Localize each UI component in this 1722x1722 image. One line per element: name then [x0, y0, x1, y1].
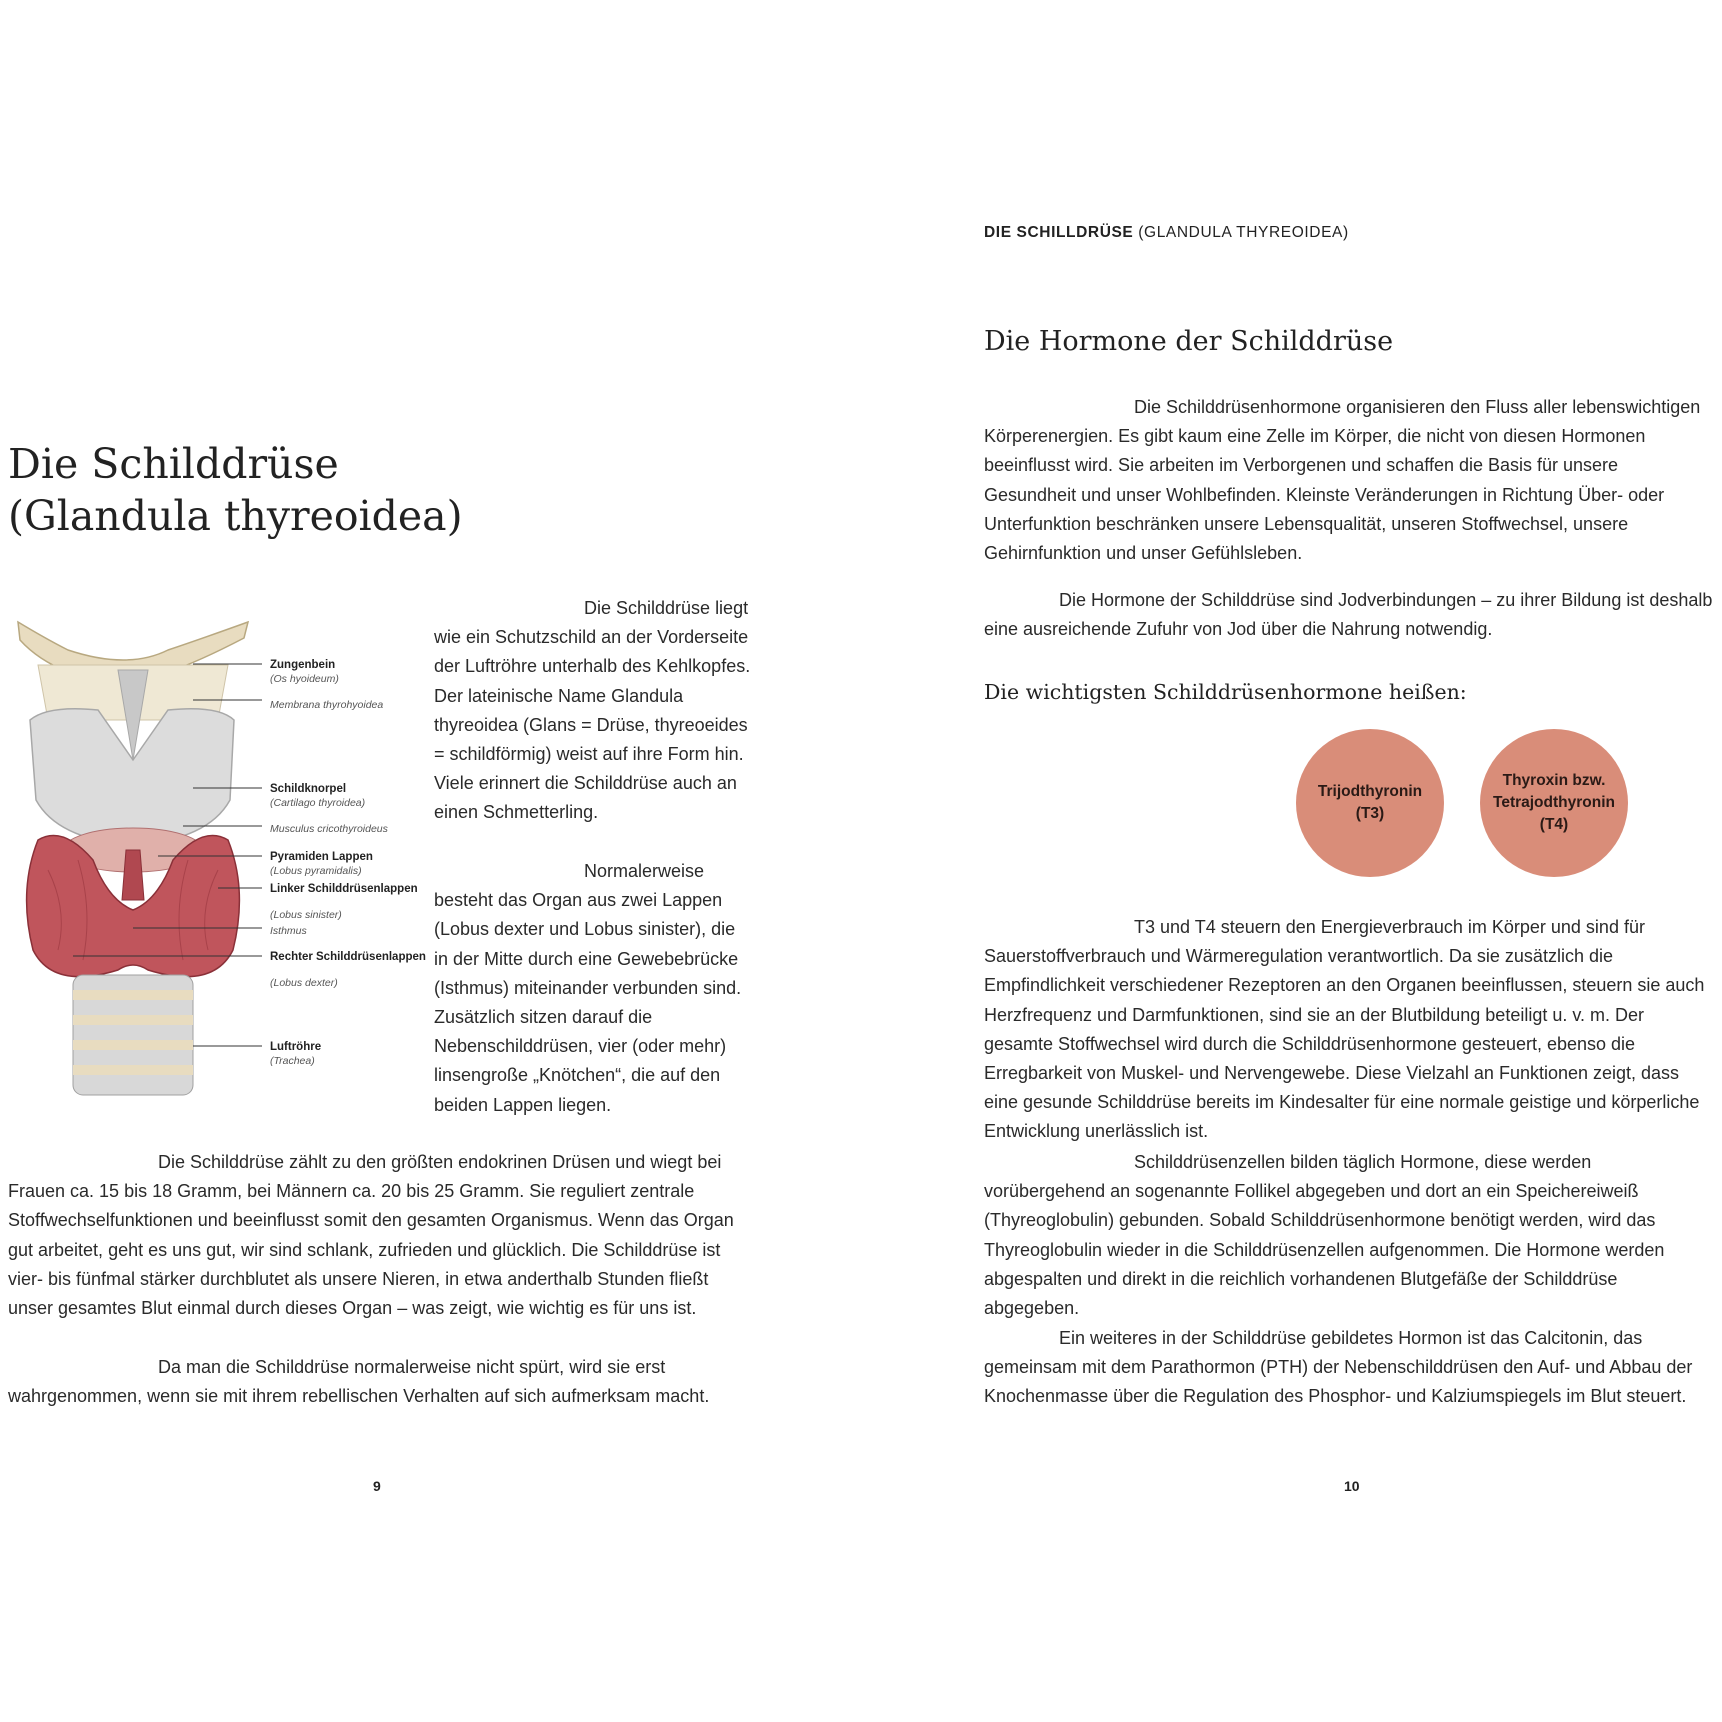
intro-paragraph-2: Normalerweise besteht das Organ aus zwei Lappen (Lobus dexter und Lobus sinister), die in der Mitte durch eine Gewebebrücke (Isthmus) miteinander verbunden sind. Zusätzlich sitzen darauf die Nebenschilddrüsen, vier (oder mehr) linsengroße „Knötchen“, die auf den beiden Lappen liegen. [434, 861, 742, 1115]
label-right-lobe: Rechter Schilddrüsenlappen [270, 951, 426, 963]
title-line-1: Die Schilddrüse [8, 440, 339, 488]
running-head-rest: (GLANDULA THYREOIDEA) [1138, 224, 1349, 241]
pyramidal-lobe [122, 850, 144, 900]
label-pyramidal-latin: (Lobus pyramidalis) [270, 865, 362, 877]
right-paragraph-3: T3 und T4 steuern den Energieverbrauch im Körper und sind für Sauerstoffverbrauch und Wärmeregulation verantwortlich. Da sie zusätzlich die Empfindlichkeit verschiedener Rezeptoren an den Organen beeinflussen, steuern sie auch Herzfrequenz und Darmfunktionen, sind sie an der Blutbildung beteiligt u. v. m. Der gesamte Stoffwechsel wird durch die Schilddrüsenhormone gesteuert, ebenso die Erregbarkeit von Muskel- und Nervengewebe. Diese Vielzahl an Funktionen zeigt, dass eine gesunde Schilddrüse bereits im Kindesalter für eine normale geistige und körperliche Entwicklung unerlässlich ist. [984, 917, 1705, 1142]
label-pyramidal: Pyramiden Lappen [270, 851, 373, 863]
right-paragraph-2: Die Hormone der Schilddrüse sind Jodverbindungen – zu ihrer Bildung ist deshalb eine ausreichende Zufuhr von Jod über die Nahrung notwendig. [984, 590, 1713, 640]
page-title-right: Die Hormone der Schilddrüse [984, 326, 1394, 357]
label-membrane: Membrana thyrohyoidea [270, 699, 384, 711]
label-trachea-latin: (Trachea) [270, 1055, 315, 1067]
hormone-circle-t3 [1296, 729, 1444, 877]
label-right-lobe-latin: (Lobus dexter) [270, 977, 338, 989]
hormone-circle-t4 [1480, 729, 1628, 877]
hormone-t3-line2: (T3) [1355, 805, 1385, 822]
hormones-subtitle: Die wichtigsten Schilddrüsenhormone heißen: [984, 680, 1467, 704]
intro-paragraph-1: Die Schilddrüse liegt wie ein Schutzschild an der Vorderseite der Luftröhre unterhalb des Kehlkopfes. Der lateinische Name Glandula thyreoidea (Glans = Drüse, thyreoeides = schildförmig) weist auf ihre Form hin. Viele erinnert die Schilddrüse auch an einen Schmetterling. [434, 598, 751, 823]
hormone-t4-line3: (T4) [1539, 816, 1569, 833]
label-cartilage: Schildknorpel [270, 783, 347, 795]
label-muscle: Musculus cricothyroideus [270, 823, 388, 835]
hormone-t3-line1: Trijodthyronin [1317, 783, 1423, 800]
label-trachea: Luftröhre [270, 1041, 322, 1053]
label-cartilage-latin: (Cartilago thyroidea) [270, 797, 366, 809]
right-paragraph-5: Ein weiteres in der Schilddrüse gebildetes Hormon ist das Calcitonin, das gemeinsam mit dem Parathormon (PTH) der Nebenschilddrüsen den Auf- und Abbau der Knochenmasse über die Regulation des Phosphor- und Kalziumspiegels im Blut steuert. [984, 1328, 1693, 1407]
label-hyoid-latin: (Os hyoideum) [270, 673, 339, 685]
thyroid-anatomy-diagram [8, 610, 428, 1110]
right-paragraph-1: Die Schilddrüsenhormone organisieren den Fluss aller lebenswichtigen Körperenergien. Es gibt kaum eine Zelle im Körper, die nicht von diesen Hormonen beeinflusst wird. Sie arbeiten im Verborgenen und schaffen die Basis für unsere Gesundheit und unser Wohlbefinden. Kleinste Veränderungen in Richtung Über- oder Unterfunktion beschränken unsere Lebensqualität, unseren Stoffwechsel, unsere Gehirnfunktion und unser Gefühlsleben. [984, 397, 1701, 564]
title-line-2: (Glandula thyreoidea) [8, 492, 463, 540]
page-title-left [8, 438, 463, 542]
running-head [984, 224, 1349, 242]
right-paragraph-4: Schilddrüsenzellen bilden täglich Hormone, diese werden vorübergehend an sogenannte Follikel abgegeben und dort an ein Speichereiweiß (Thyreoglobulin) gebunden. Sobald Schilddrüsenhormone benötigt werden, wird das Thyreoglobulin wieder in die Schilddrüsenzellen aufgenommen. Die Hormone werden abgespalten und direkt in die reichlich vorhandenen Blutgefäße der Schilddrüse abgegeben. [984, 1152, 1665, 1319]
label-left-lobe: Linker Schilddrüsenlappen [270, 883, 418, 895]
hormone-t4-line1: Thyroxin bzw. [1502, 772, 1606, 789]
page-number-left: 9 [373, 1478, 381, 1494]
running-head-bold: DIE SCHILLDRÜSE [984, 224, 1134, 241]
body-paragraph-2: Da man die Schilddrüse normalerweise nicht spürt, wird sie erst wahrgenommen, wenn sie mit ihrem rebellischen Verhalten auf sich aufmerksam macht. [8, 1357, 710, 1407]
label-left-lobe-latin: (Lobus sinister) [270, 909, 342, 921]
body-paragraph-1: Die Schilddrüse zählt zu den größten endokrinen Drüsen und wiegt bei Frauen ca. 15 bis 18 Gramm, bei Männern ca. 20 bis 25 Gramm. Sie reguliert zentrale Stoffwechselfunktionen und beeinflusst somit den gesamten Organismus. Wenn das Organ gut arbeitet, geht es uns gut, wir sind schlank, zufrieden und glücklich. Die Schilddrüse ist vier- bis fünfmal stärker durchblutet als unsere Nieren, in etwa anderthalb Stunden fließt unser gesamtes Blut einmal durch dieses Organ – was zeigt, wie wichtig es für uns ist. [8, 1152, 734, 1319]
page-number-right: 10 [1344, 1478, 1360, 1494]
label-isthmus: Isthmus [270, 925, 307, 937]
hormone-t4-line2: Tetrajodthyronin [1493, 794, 1615, 811]
label-hyoid: Zungenbein [270, 659, 336, 671]
